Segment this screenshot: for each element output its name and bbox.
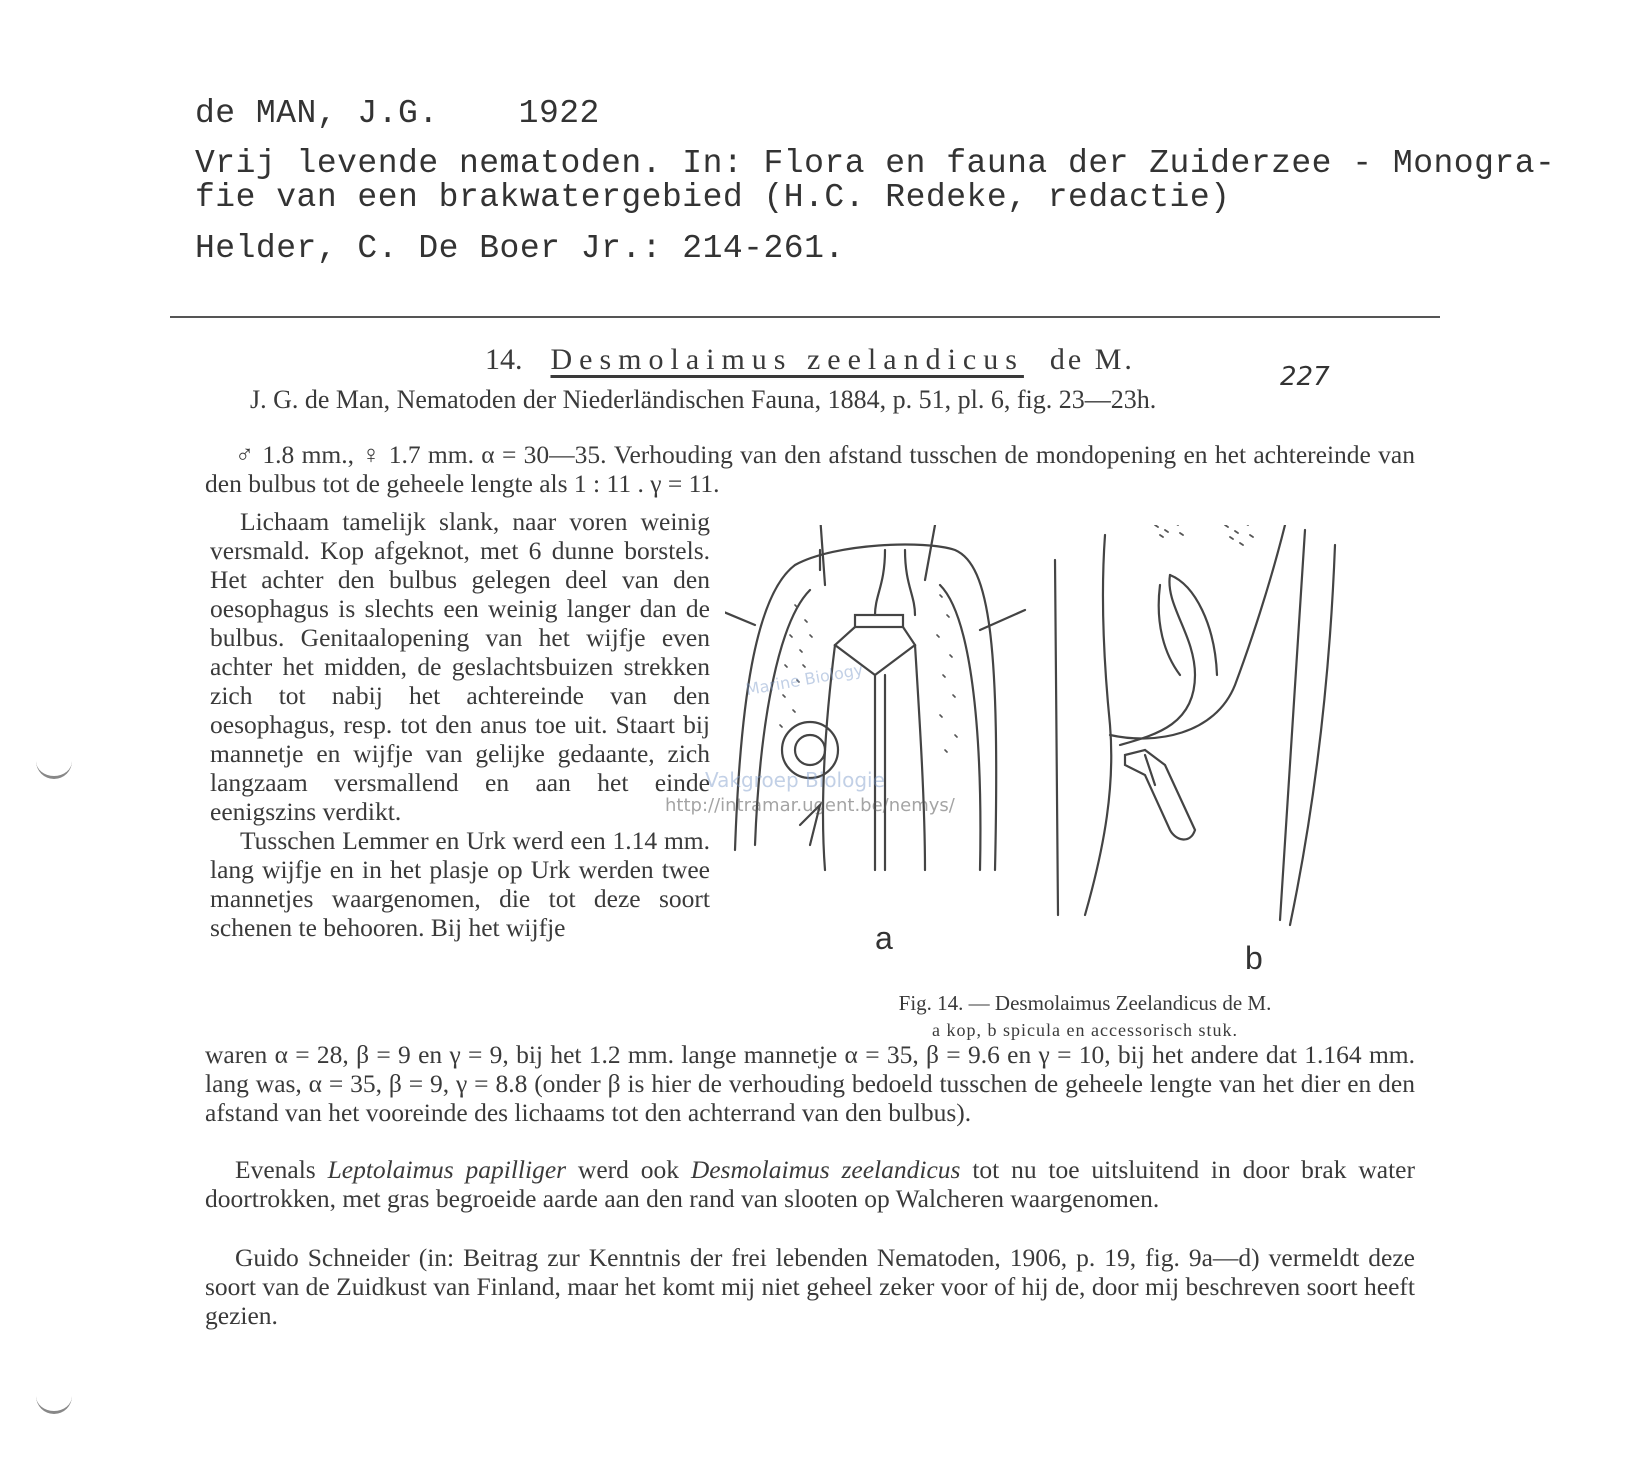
citation: J. G. de Man, Nematoden der Niederländischen Fauna, 1884, p. 51, pl. 6, fig. 23—23h. (250, 385, 1157, 414)
species-title (485, 343, 1135, 377)
measurements-paragraph: ♂ 1.8 mm., ♀ 1.7 mm. α = 30—35. Verhouding van den afstand tusschen de mondopening en het achtereinde van den bulbus tot de geheele lengte als 1 : 11 . γ = 11. (205, 440, 1415, 498)
watermark-logo-text: Marine Biology (744, 659, 865, 700)
separator-rule (170, 316, 1440, 318)
reference-year: 1922 (518, 95, 600, 132)
handwritten-page-number: 227 (1280, 362, 1330, 392)
continuation-paragraph: waren α = 28, β = 9 en γ = 9, bij het 1.2 mm. lange mannetje α = 35, β = 9.6 en γ = 10, bij het andere dat 1.164 mm. lang was, α = 35, β = 9, γ = 8.8 (onder β is hier de verhouding bedoeld tusschen de geheele lengte van het dier en den afstand van het vooreinde des lichaams tot den achterrand van den bulbus). (205, 1040, 1415, 1127)
figure-caption-title: Fig. 14. — Desmolaimus Zeelandicus de M. (898, 991, 1272, 1015)
watermark-url: http://intramar.ugent.be/nemys/ (665, 795, 955, 816)
reference-author: de MAN, J.G. (195, 95, 439, 132)
reference-title-line-2: fie van een brakwatergebied (H.C. Redeke, redactie) (195, 179, 1231, 216)
species-author: de M. (1049, 343, 1135, 376)
reference-publisher-line: Helder, C. De Boer Jr.: 214-261. (195, 230, 845, 267)
reference-author-line (195, 95, 600, 132)
description-column (210, 507, 710, 942)
locality-paragraph: Tusschen Lemmer en Urk werd een 1.14 mm. lang wijfje en in het plasje op Urk werden twee mannetjes waargenomen, die tot deze soort schenen te behooren. Bij het wijfje (210, 826, 710, 942)
description-paragraph: Lichaam tamelijk slank, naar voren weinig versmald. Kop afgeknot, met 6 dunne borstels. Het achter den bulbus gelegen deel van den oesophagus is slechts een weinig langer dan de bulbus. Genitaalopening van het wijfje even achter het midden, de geslachtsbuizen strekken zich tot nabij het achtereinde van den oesophagus, resp. tot den anus toe uit. Staart bij mannetje en wijfje van gelijke gedaante, zich langzaam versmallend en aan het einde eenigszins verdikt. (210, 507, 710, 826)
figure-label-b: b (1245, 940, 1263, 976)
binder-hole-mark (36, 760, 72, 779)
species-number: 14. (485, 343, 523, 376)
species-name: Desmolaimus zeelandicus (550, 343, 1024, 376)
figure-caption-legend: a kop, b spicula en accessorisch stuk. (932, 1020, 1238, 1040)
binder-hole-mark (36, 1395, 72, 1414)
reference-title-line: Vrij levende nematoden. In: Flora en fauna der Zuiderzee - Monogra- (195, 145, 1556, 182)
habitat-paragraph: Evenals Leptolaimus papilliger werd ook Desmolaimus zeelandicus tot nu toe uitsluitend in door brak water doortrokken, met gras begroeide aarde aan den rand van slooten op Walcheren waargenomen. (205, 1155, 1415, 1213)
figure-14-drawing (725, 525, 1425, 995)
species-name-desmolaimus: Desmolaimus zeelandicus (690, 1155, 961, 1184)
species-name-leptolaimus: Leptolaimus papilliger (327, 1155, 567, 1184)
figure-caption (825, 990, 1345, 1044)
watermark-institute: Vakgroep Biologie (705, 768, 885, 792)
schneider-paragraph: Guido Schneider (in: Beitrag zur Kenntnis der frei lebenden Nematoden, 1906, p. 19, fig. 9a—d) vermeldt deze soort van de Zuidkust van Finland, maar het komt mij niet geheel zeker voor of hij de, door mij beschreven soort heeft gezien. (205, 1243, 1415, 1330)
figure-label-a: a (875, 920, 893, 956)
